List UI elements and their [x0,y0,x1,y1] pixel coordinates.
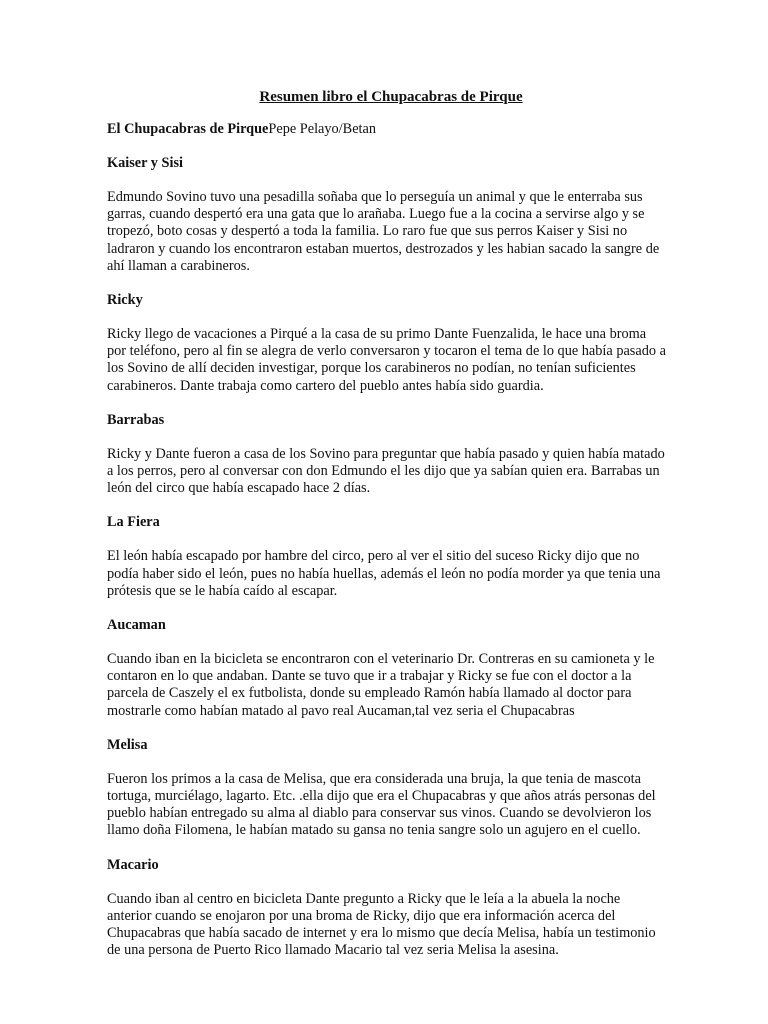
section-melisa [107,737,667,840]
section-heading: Kaiser y Sisi [107,155,183,171]
section-paragraph: Fueron los primos a la casa de Melisa, que era considerada una bruja, la que tenia de mascota tortuga, murciélago, lagarto. Etc. .ella dijo que era el Chupacabras y que años atrás personas del pueblo habían entregado su alma al diablo para conservar sus vinos. Cuando se devolvieron los llamo doña Filomena, le habían matado su gansa no tenia sangre solo un agujero en el cuello. [107,770,656,839]
section-la-fiera [107,514,667,600]
section-paragraph: Edmundo Sovino tuvo una pesadilla soñaba que lo perseguía un animal y que le enterraba sus garras, cuando despertó era una gata que lo arañaba. Luego fue a la cocina a servirse algo y se tropezó, boto cosas y despertó a toda la familia. Lo raro fue que sus perros Kaiser y Sisi no ladraron y cuando los encontraron estaban muertos, destrozados y les habian sacado la sangre de ahí llaman a carabineros. [107,189,660,274]
section-barrabas [107,412,667,498]
section-macario [107,857,667,960]
document-title: Resumen libro el Chupacabras de Pirque [259,89,523,105]
book-authors: Pepe Pelayo/Betan [268,121,377,137]
book-subtitle [107,121,667,138]
section-heading: Macario [107,856,159,873]
section-aucaman [107,617,667,720]
document-page [107,88,667,976]
book-title: El Chupacabras de Pirque [107,121,269,137]
section-heading: Ricky [107,292,143,309]
section-paragraph: El león había escapado por hambre del circo, pero al ver el sitio del suceso Ricky dijo que no podía haber sido el león, pues no había huellas, además el león no podía morder ya que tenia una prótesis que se le había caído al escapar. [107,548,661,599]
section-kaiser-y-sisi [107,155,667,275]
section-paragraph: Ricky llego de vacaciones a Pirqué a la casa de su primo Dante Fuenzalida, le hace una broma por teléfono, pero al fin se alegra de verlo conversaron y tocaron el tema de lo que había pasado a los Sovino de allí deciden investigar, porque los carabineros no podían, no tenían suficientes carabineros. Dante trabaja como cartero del pueblo antes había sido guardia. [107,326,666,394]
section-heading: La Fiera [107,514,160,531]
section-heading: Aucaman [107,617,166,634]
section-paragraph: Cuando iban en la bicicleta se encontraron con el veterinario Dr. Contreras en su camioneta y le contaron en lo que andaban. Dante se tuvo que ir a trabajar y Ricky se fue con el doctor a la parcela de Caszely el ex futbolista, donde su empleado Ramón había llamado al doctor para mostrarle como habían matado al pavo real Aucaman,tal vez seria el Chupacabras [107,651,655,719]
section-ricky [107,292,667,395]
section-paragraph: Ricky y Dante fueron a casa de los Sovino para preguntar que había pasado y quien había matado a los perros, pero al conversar con don Edmundo el les dijo que ya sabían quien era. Barrabas un león del circo que había escapado hace 2 días. [107,445,665,497]
section-paragraph: Cuando iban al centro en bicicleta Dante pregunto a Ricky que le leía a la abuela la noche anterior cuando se enojaron por una broma de Ricky, dijo que era información acerca del Chupacabras que había sacado de internet y era lo mismo que decía Melisa, había un testimonio de una persona de Puerto Rico llamado Macario tal vez seria Melisa la asesina. [107,890,656,959]
section-heading: Barrabas [107,411,165,428]
section-heading: Melisa [107,736,148,753]
